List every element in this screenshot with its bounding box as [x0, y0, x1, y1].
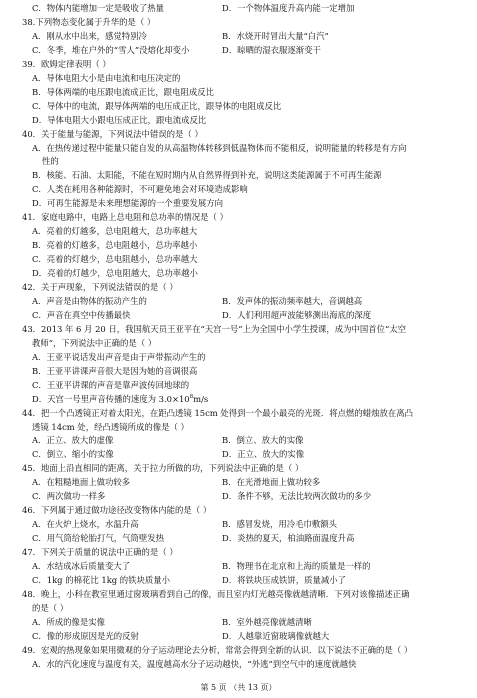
text-line	[22, 646, 412, 654]
option-right: B．倒立、放大的实像	[222, 435, 304, 445]
option-right: D．条件不够，无法比较两次做功的多少	[222, 491, 372, 501]
text-line	[32, 144, 407, 152]
line-text: 49．宏观的热现象如果用微观的分子运动理论去分析，常常会得到全新的认识．以下说法不正确的是（ ）	[22, 645, 413, 655]
line-text: C．物体内能增加一定是吸收了热量	[32, 3, 165, 13]
text-line	[22, 506, 211, 514]
text-line	[22, 18, 155, 26]
line-text: 46．下列属于通过做功途径改变物体内能的是（ ）	[22, 505, 212, 515]
text-line	[32, 367, 197, 375]
line-text: A．水结成冰后质量变大了	[32, 561, 131, 571]
text-line	[22, 130, 203, 138]
text-line	[32, 562, 130, 570]
text-line	[32, 297, 147, 305]
text-line	[32, 353, 206, 361]
line-text: A．在热传递过程中能量只能自发的从高温物体转移到低温物体而不能相反，说明能量的转移是有方向	[32, 143, 407, 153]
text-line	[32, 632, 139, 640]
line-text: A．声音是由物体的振动产生的	[32, 296, 147, 306]
line-text: B．导体两端的电压跟电流成正比，跟电阻成反比	[32, 87, 215, 97]
text-line	[32, 436, 113, 444]
line-text: A．水的汽化速度与温度有关，温度越高水分子运动越快，“外逃”到空气中的速度就越快	[32, 659, 357, 669]
option-right: B．在光滑地面上做功较多	[222, 477, 321, 487]
text-line	[32, 46, 189, 54]
text-line	[32, 88, 214, 96]
text-line	[32, 74, 180, 82]
line-text: D．亮着的灯越少，总电阻越大，总功率越小	[32, 268, 198, 278]
text-line	[32, 478, 130, 486]
text-line	[32, 199, 223, 207]
text-line	[32, 660, 356, 668]
text-line	[42, 157, 59, 165]
option-right: B．感冒发烧，用冷毛巾敷额头	[222, 519, 338, 529]
line-text: A．导体电阻大小是由电流和电压决定的	[32, 73, 181, 83]
line-text: 47．下列关于质量的说法中正确的是（ ）	[22, 547, 178, 557]
line-text: 39．欧姆定律表明（ ）	[22, 59, 111, 69]
line-text: A．在粗糙地面上做功较多	[32, 477, 131, 487]
option-right: D．正立、放大的实像	[222, 449, 305, 459]
line-text: 透镜 14cm 处，经凸透镜所成的像是（ ）	[32, 422, 189, 432]
line-text: C．冬季，堆在户外的“雪人”没熔化却变小	[32, 45, 190, 55]
line-text: 性的	[42, 156, 59, 166]
line-text: D．可再生能源是未来理想能源的一个重要发展方向	[32, 198, 223, 208]
text-line	[32, 381, 189, 389]
line-text: A．王亚平说话发出声音是由于声带振动产生的	[32, 352, 206, 362]
option-right: B．发声体的振动频率越大，音调越高	[222, 296, 363, 306]
option-right: B．物理书在北京和上海的质量是一样的	[222, 561, 371, 571]
option-right: B．水烧开时冒出大量“白汽”	[222, 31, 329, 41]
option-right: B．室外越亮像就越清晰	[222, 617, 312, 627]
line-text: 教师”，下列说法中正确的是（ ）	[32, 338, 157, 348]
line-text: 45．地面上沿直相同的距离，关于拉力所做的功，下列说法中正确的是（ ）	[22, 463, 304, 473]
option-right: D．人们利用超声波能够测出海底的深度	[222, 310, 372, 320]
text-line	[22, 325, 406, 333]
line-text: C．人类在耗用各种能源时，不可避免地会对环境造成影响	[32, 184, 248, 194]
text-line	[32, 311, 131, 319]
text-line	[32, 618, 105, 626]
line-text: A．在火炉上烧水，水温升高	[32, 519, 139, 529]
line-text: C．用气筒给轮胎打气，气筒壁发热	[32, 533, 165, 543]
text-line	[32, 395, 208, 403]
text-line	[22, 464, 303, 472]
text-line	[32, 339, 156, 347]
line-text: C．声音在真空中传播最快	[32, 310, 131, 320]
text-line	[32, 604, 68, 612]
text-line	[32, 520, 139, 528]
line-text: 41．家庭电路中，电路上总电阻和总功率的情况是（ ）	[22, 212, 228, 222]
text-line	[32, 116, 206, 124]
line-text: B．王亚平讲课声音很大是因为她的音调很高	[32, 366, 198, 376]
text-line	[32, 534, 164, 542]
text-line	[32, 423, 189, 431]
line-text: 42．关于声现象，下列说法错误的是（ ）	[22, 282, 178, 292]
option-right: D．人越靠近窗玻璃像就越大	[222, 631, 330, 641]
line-text: D．天宫一号里声音传播的速度为 3.0×10	[32, 394, 190, 404]
line-text: C．导体中的电流，跟导体两端的电压成正比，跟导体的电阻成反比	[32, 101, 282, 111]
text-line	[22, 409, 413, 417]
text-line	[32, 492, 105, 500]
text-line	[22, 213, 228, 221]
line-text: 的是（ ）	[32, 603, 69, 613]
line-text: C．像的形成原因是光的反射	[32, 631, 139, 641]
line-text: 43．2013 年 6 月 20 日，我国航天员王亚平在“天宫一号”上为全国中小学生授课，成为中国首位“太空	[22, 324, 406, 334]
line-text: A．刚从水中出来，感觉特别冷	[32, 31, 147, 41]
line-text: C．亮着的灯越少，总电阻越小，总功率越大	[32, 254, 198, 264]
line-text: C．倒立、缩小的实像	[32, 449, 114, 459]
text-line	[22, 590, 410, 598]
line-text: C．王亚平讲课的声音是靠声波传回地球的	[32, 380, 190, 390]
text-line	[32, 269, 198, 277]
unit-text: m/s	[193, 394, 209, 404]
text-line	[22, 60, 111, 68]
line-text: A．亮着的灯越多，总电阻越大，总功率越大	[32, 226, 198, 236]
option-right: D．晾晒的湿衣服逐渐变干	[222, 45, 321, 55]
text-line	[32, 4, 164, 12]
text-line	[32, 102, 281, 110]
line-text: 40．关于能量与能源，下列说法中错误的是（ ）	[22, 129, 203, 139]
line-text: D．导体电阻大小跟电压成正比，跟电流成反比	[32, 115, 207, 125]
page-footer: 第 5 页 （共 13 页）	[200, 683, 277, 692]
text-line	[32, 255, 198, 263]
text-line	[32, 32, 147, 40]
text-line	[32, 450, 114, 458]
option-right: D．将铁块压成铁饼，质量减小了	[222, 575, 346, 585]
line-text: 44．把一个凸透镜正对着太阳光，在距凸透镜 15cm 处得到一个最小最亮的光斑．将点燃的蜡烛放在离凸	[22, 408, 414, 418]
text-line	[22, 283, 178, 291]
line-text: C．两次做功一样多	[32, 491, 106, 501]
text-line	[32, 185, 248, 193]
superscript: 8	[189, 394, 194, 400]
line-text: A．所成的像是实像	[32, 617, 106, 627]
text-line	[22, 548, 178, 556]
line-text: C．1kg 的棉花比 1kg 的铁块质量小	[32, 575, 171, 585]
text-line	[32, 241, 197, 249]
line-text: A．正立、放大的虚像	[32, 435, 114, 445]
option-right: D．一个物体温度升高内能一定增加	[222, 3, 355, 13]
line-text: 38.下列物态变化属于升华的是（ ）	[22, 17, 156, 27]
text-line	[32, 576, 170, 584]
option-right: D．炎热的夏天，柏油路面温度升高	[222, 533, 355, 543]
line-text: 48．晚上，小科在教室里通过窗玻璃看到自己的像，而且室内灯光越亮像就越清晰．下列对该像描述正确	[22, 589, 410, 599]
text-line	[32, 171, 382, 179]
text-line	[32, 227, 197, 235]
line-text: B．亮着的灯越多，总电阻越小，总功率越小	[32, 240, 198, 250]
line-text: B．核能、石油、太阳能，不能在短时期内从自然界得到补充，说明这类能源属于不可再生能源	[32, 170, 382, 180]
